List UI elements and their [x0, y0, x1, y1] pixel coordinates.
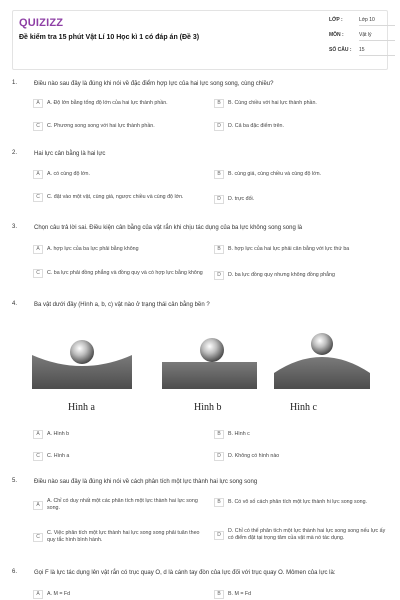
meta-underline	[359, 55, 395, 56]
document-header	[12, 10, 388, 70]
option-c[interactable]	[33, 193, 207, 202]
option-letter: D	[214, 531, 224, 540]
option-d[interactable]	[214, 195, 388, 204]
ball-a	[70, 340, 94, 364]
option-letter: B	[214, 170, 224, 179]
option-a[interactable]	[33, 498, 207, 512]
question-number: 3.	[12, 224, 18, 230]
option-text: A. M = Fd	[47, 591, 71, 597]
option-letter: D	[214, 452, 224, 461]
option-letter: C	[33, 533, 43, 542]
option-letter: D	[214, 122, 224, 131]
option-d[interactable]	[214, 122, 388, 131]
ball-c	[311, 333, 333, 355]
option-a[interactable]	[33, 170, 207, 179]
meta-underline	[359, 40, 395, 41]
question-text: Ba vật dưới đây (Hình a, b, c) vật nào ở trạng thái cân bằng bền ?	[34, 302, 210, 308]
figure-label-b: Hình b	[194, 402, 222, 413]
option-b[interactable]	[214, 170, 388, 179]
equilibrium-figure	[12, 327, 388, 422]
option-letter: A	[33, 501, 43, 510]
option-b[interactable]	[214, 245, 388, 254]
option-c[interactable]	[33, 452, 207, 461]
option-text: C. đặt vào một vật, cùng giá, ngược chiều và cùng độ lớn.	[47, 194, 184, 200]
question-text: Chọn câu trả lời sai. Điều kiện cân bằng của vật rắn khi chịu tác dụng của ba lực không song song là	[34, 225, 303, 231]
option-text: B. cùng giá, cùng chiều và cùng độ lớn.	[228, 171, 321, 177]
option-text: A. Chỉ có duy nhất một các phân tích một lực thành hai lực song song.	[47, 498, 198, 511]
option-d[interactable]	[214, 528, 388, 542]
option-letter: A	[33, 590, 43, 599]
option-letter: D	[214, 195, 224, 204]
option-letter: B	[214, 430, 224, 439]
question-number: 2.	[12, 150, 18, 156]
option-a[interactable]	[33, 245, 207, 254]
option-text: A. Hình b	[47, 431, 70, 437]
option-letter: A	[33, 245, 43, 254]
meta-underline	[359, 25, 395, 26]
option-letter: B	[214, 498, 224, 507]
meta-key: SỐ CÂU :	[329, 47, 352, 53]
option-text: C. ba lực phải đồng phẳng và đồng quy và có hợp lực bằng không	[47, 270, 203, 276]
option-text: B. Cùng chiều với hai lực thành phần.	[228, 100, 317, 106]
option-letter: C	[33, 452, 43, 461]
document-title: Đề kiểm tra 15 phút Vật Lí 10 Học kì 1 có đáp án (Đề 3)	[19, 34, 200, 41]
option-b[interactable]	[214, 498, 388, 507]
option-text: A. Độ lớn bằng tổng độ lớn của hai lực thành phần.	[47, 100, 168, 106]
option-text: D. Không có hình nào	[228, 453, 280, 459]
flat-surface	[162, 362, 257, 389]
option-letter: D	[214, 271, 224, 280]
meta-subject	[329, 32, 399, 38]
option-letter: B	[214, 245, 224, 254]
option-text: C. Phương song song với hai lực thành phần.	[47, 123, 155, 129]
option-letter: A	[33, 99, 43, 108]
option-letter: A	[33, 430, 43, 439]
option-text: D. Chỉ có thể phân tích một lực thành hai lực song song nếu lực ấy có điểm đặt tại trọng tâm của vật mà nó tác dụng.	[228, 528, 386, 541]
option-letter: C	[33, 122, 43, 131]
figure-label-a: Hình a	[68, 402, 95, 413]
option-d[interactable]	[214, 452, 388, 461]
question-text: Điều nào sau đây là đúng khi nói về đặc điểm hợp lực của hai lực song song, cùng chiều?	[34, 81, 274, 87]
question-text: Điều nào sau đây là đúng khi nói về cách phân tích một lực thành hai lực song song	[34, 479, 258, 485]
option-c[interactable]	[33, 530, 207, 544]
option-text: C. Hình a	[47, 453, 70, 459]
figure-label-c: Hình c	[290, 402, 317, 413]
option-c[interactable]	[33, 122, 207, 131]
option-letter: A	[33, 170, 43, 179]
option-b[interactable]	[214, 430, 388, 439]
question-text: Gọi F là lực tác dụng lên vật rắn có trục quay O, d là cánh tay đòn của lực đối với trục quay O. Mômen của lực là:	[34, 570, 336, 576]
option-text: B. hợp lực của hai lực phải cân bằng với lực thứ ba	[228, 246, 350, 252]
meta-value: Lớp 10	[359, 17, 375, 23]
option-a[interactable]	[33, 430, 207, 439]
question-number: 5.	[12, 478, 18, 484]
quizizz-logo: QUIZIZZ	[19, 17, 64, 29]
option-letter: C	[33, 193, 43, 202]
question-text: Hai lực cân bằng là hai lực	[34, 151, 106, 157]
option-text: A. hợp lực của ba lực phải bằng không	[47, 246, 139, 252]
meta-key: LỚP :	[329, 17, 343, 23]
option-text: C. Việc phân tích một lực thành hai lực song song phải tuân theo quy tắc hình bình hành.	[47, 530, 200, 543]
option-letter: B	[214, 590, 224, 599]
option-text: B. Có vô số cách phân tích một lực thành hi lực song song.	[228, 499, 367, 505]
option-text: B. Hình c	[228, 431, 250, 437]
option-text: A. có cùng độ lớn.	[47, 171, 90, 177]
meta-key: MÔN :	[329, 32, 344, 38]
option-c[interactable]	[33, 269, 207, 278]
option-text: B. M = Fd	[228, 591, 252, 597]
meta-grade	[329, 17, 399, 23]
option-text: D. Cả ba đặc điểm trên.	[228, 123, 284, 129]
convex-surface	[274, 357, 370, 389]
question-number: 6.	[12, 569, 18, 575]
option-b[interactable]	[214, 99, 388, 108]
meta-count	[329, 47, 399, 53]
option-letter: C	[33, 269, 43, 278]
question-number: 4.	[12, 301, 18, 307]
option-d[interactable]	[214, 271, 388, 280]
ball-b	[200, 338, 224, 362]
option-letter: B	[214, 99, 224, 108]
option-a[interactable]	[33, 590, 207, 599]
meta-value: Vật lý	[359, 32, 372, 38]
option-b[interactable]	[214, 590, 388, 599]
option-text: D. ba lực đồng quy nhưng không đồng phẳng	[228, 272, 335, 278]
option-text: D. trực đối.	[228, 196, 255, 202]
question-number: 1.	[12, 80, 18, 86]
meta-value: 15	[359, 47, 365, 53]
option-a[interactable]	[33, 99, 207, 108]
